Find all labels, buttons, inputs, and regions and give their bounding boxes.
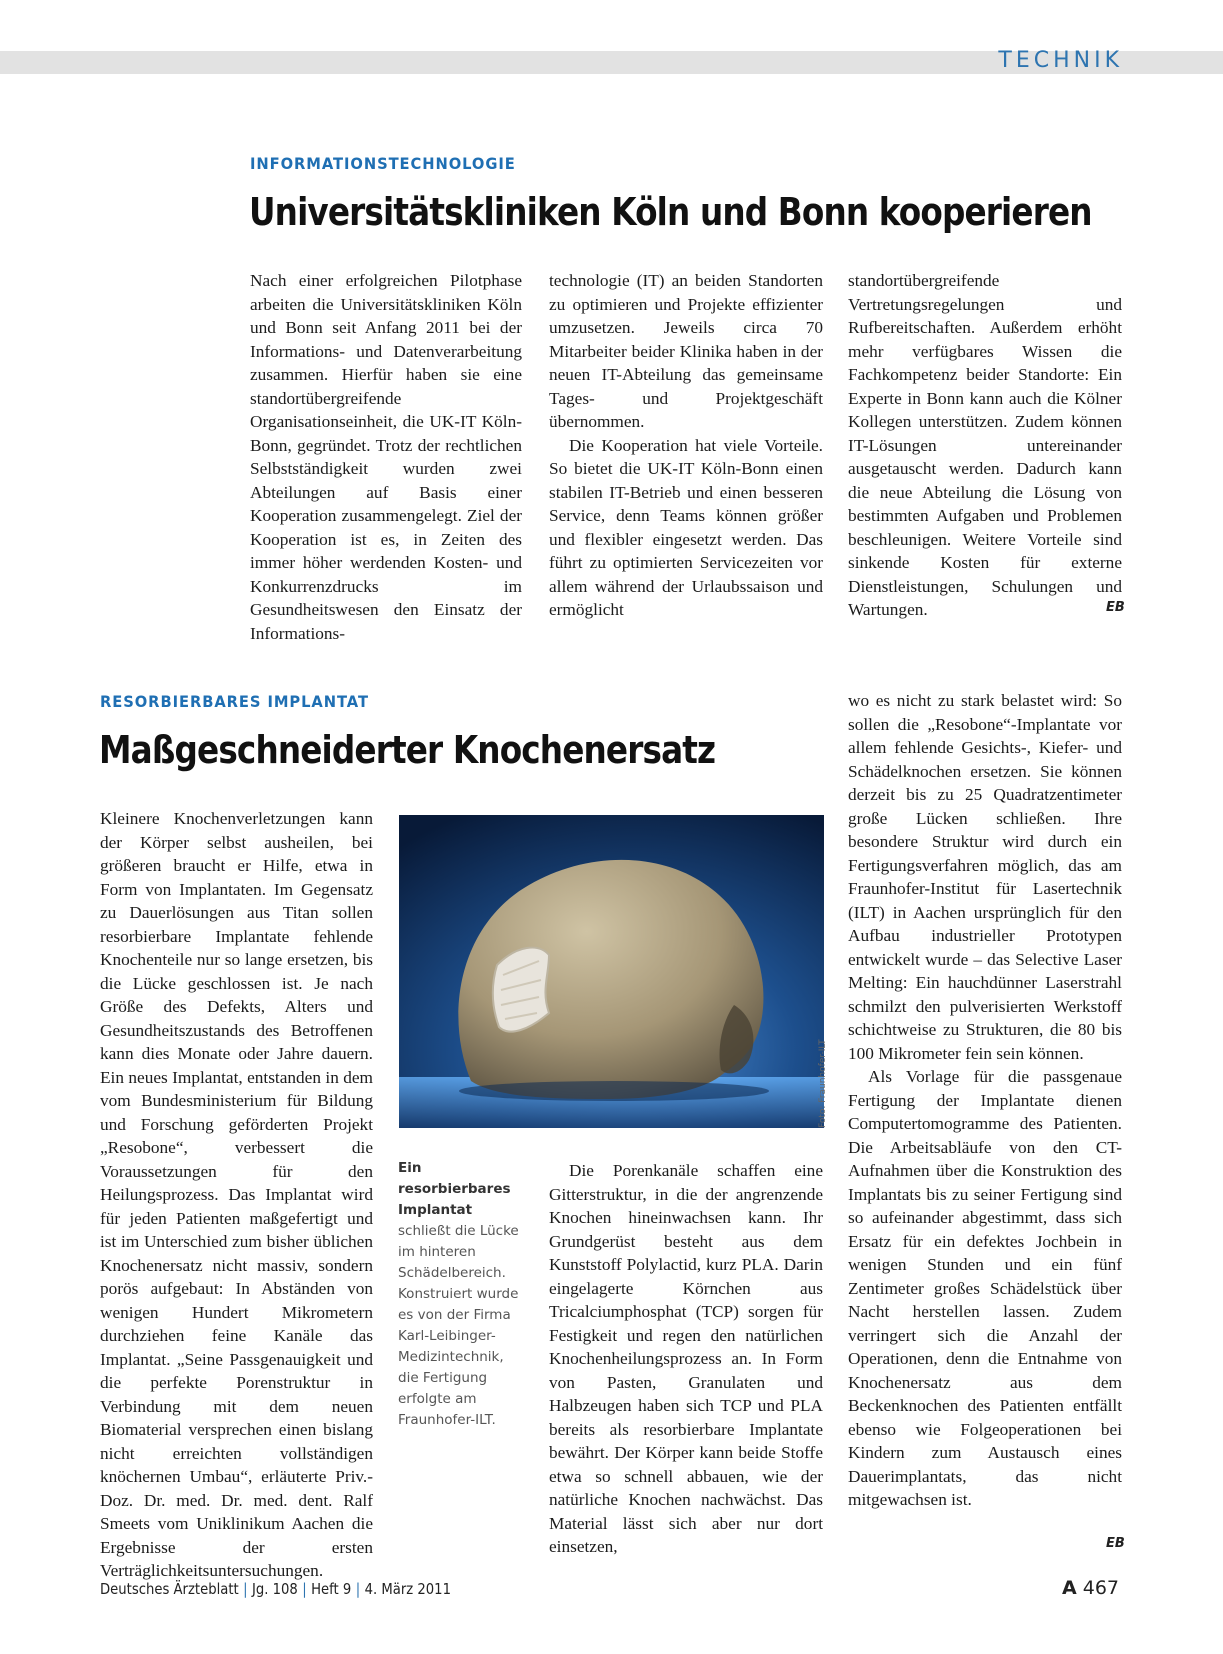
- caption-text: schließt die Lücke im hinteren Schädelbereich. Konstruiert wurde es von der Firma Karl-Leibinger-Medizintechnik, die Fertigung erfolgte am Fraunhofer-ILT.: [398, 1223, 519, 1428]
- article2-signature: EB: [1106, 1536, 1125, 1551]
- page-number: [1062, 1577, 1119, 1599]
- footer-separator: |: [243, 1580, 248, 1598]
- article2-paragraph: Die Porenkanäle schaffen eine Gitterstruktur, in die der angrenzende Knochen hineinwachsen kann. Ihr Grundgerüst besteht aus dem Kunststoff Polylactid, kurz PLA. Darin eingelagerte Körnchen aus Tricalciumphosphat (TCP) sorgen für Festigkeit und regen den natürlichen Knochenheilungsprozess an. In Form von Pasten, Granulaten und Halbzeugen haben sich TCP und PLA bereits als resorbierbare Implantate bewährt. Der Körper kann beide Stoffe etwa so schnell abbauen, wie der natürliche Knochen nachwächst. Das Material lässt sich aber nur dort einsetzen,: [549, 1161, 823, 1556]
- page-number-value: 467: [1082, 1577, 1119, 1599]
- article1-paragraph: Nach einer erfolgreichen Pilotphase arbeiten die Universitätskliniken Köln und Bonn seit Anfang 2011 bei der Informations- und Datenverarbeitung zusammen. Hierfür haben sie eine standortübergreifende Organisationseinheit, die UK-IT Köln-Bonn, gegründet. Trotz der rechtlichen Selbstständigkeit wurden zwei Abteilungen auf Basis einer Kooperation zusammengelegt. Ziel der Kooperation ist es, in Zeiten des immer höher werdenden Kosten- und Konkurrenzdrucks im Gesundheitswesen den Einsatz der Informations-: [250, 271, 522, 643]
- article2-title: Maßgeschneiderter Knochenersatz: [99, 728, 716, 772]
- article1-kicker: INFORMATIONSTECHNOLOGIE: [250, 154, 516, 173]
- article1-paragraph: standortübergreifende Vertretungsregelungen und Rufbereitschaften. Außerdem erhöht mehr verfügbares Wissen die Fachkompetenz beider Standorte: Ein Experte in Bonn kann auch die Kölner Kollegen unterstützen. Zudem können IT-Lösungen untereinander ausgetauscht werden. Dadurch kann die neue Abteilung die Lösung von bestimmten Aufgaben und Problemen beschleunigen. Weitere Vorteile sind sinkende Kosten für externe Dienstleistungen, Schulungen und Wartungen.: [848, 271, 1122, 619]
- footer-date: 4. März 2011: [364, 1580, 451, 1598]
- article1-column-3: [848, 269, 1122, 622]
- article2-column-2: [549, 1159, 823, 1559]
- photo-caption: [398, 1158, 528, 1431]
- article1-signature: EB: [1106, 600, 1125, 615]
- photo-credit: Foto: Fraunhofer-ILT: [818, 1039, 828, 1128]
- footer-volume: Jg. 108: [251, 1580, 298, 1598]
- article1-column-2: [549, 269, 823, 622]
- page-prefix: A: [1061, 1577, 1077, 1599]
- article2-paragraph: Als Vorlage für die passgenaue Fertigung der Implantate dienen Computertomogramme des Patienten. Die Arbeitsabläufe von den CT-Aufnahmen über die Konstruktion des Implantats bis zu seiner Fertigung sind so aufeinander abgestimmt, dass sich Ersatz für ein defektes Jochbein in wenigen Stunden und ein fünf Zentimeter großes Schädelstück über Nacht herstellen lassen. Zudem verringert sich die Anzahl der Operationen, denn die Entnahme von Knochenersatz aus dem Beckenknochen des Patienten entfällt ebenso wie Folgeoperationen bei Kindern zum Austausch eines Dauerimplantats, das nicht mitgewachsen ist.: [848, 1067, 1122, 1509]
- article1-paragraph: Die Kooperation hat viele Vorteile. So bietet die UK-IT Köln-Bonn einen stabilen IT-Betrieb und einen besseren Service, denn Teams können größer und flexibler eingesetzt werden. Das führt zu optimierten Servicezeiten vor allem während der Urlaubssaison und ermöglicht: [549, 435, 823, 619]
- article1-title: Universitätskliniken Köln und Bonn kooperieren: [249, 190, 1092, 234]
- article1-paragraph: technologie (IT) an beiden Standorten zu optimieren und Projekte effizienter umzusetzen. Jeweils circa 70 Mitarbeiter beider Klinika haben in der neuen IT-Abteilung das gemeinsame Tages- und Projektgeschäft übernommen.: [549, 271, 823, 431]
- footer-issue: Heft 9: [311, 1580, 352, 1598]
- article2-kicker: RESORBIERBARES IMPLANTAT: [100, 692, 369, 711]
- article2-paragraph: wo es nicht zu stark belastet wird: So sollen die „Resobone“-Implantate vor allem fehlende Gesichts-, Kiefer- und Schädelknochen ersetzen. Sie können derzeit bis zu 25 Quadratzentimeter große Lücken schließen. Ihre besondere Struktur wird durch ein Fertigungsverfahren möglich, das am Fraunhofer-Institut für Lasertechnik (ILT) in Aachen ursprünglich für den Aufbau industrieller Prototypen entwickelt wurde – das Selective Laser Melting: Ein hauchdünner Laserstrahl schmilzt den pulverisierten Werkstoff schichtweise zu Strukturen, die 80 bis 100 Mikrometer fein sein können.: [848, 691, 1122, 1063]
- article1-column-1: [250, 269, 522, 645]
- footer-citation: [100, 1580, 451, 1598]
- footer-separator: |: [355, 1580, 361, 1598]
- article2-column-3: [848, 689, 1122, 1512]
- footer-journal: Deutsches Ärzteblatt: [100, 1580, 239, 1598]
- caption-lead: Ein resorbierbares Implantat: [398, 1160, 511, 1218]
- skull-implant-photo: [399, 815, 824, 1128]
- footer-separator: |: [302, 1580, 307, 1598]
- section-label: TECHNIK: [998, 48, 1123, 73]
- article2-paragraph: Kleinere Knochenverletzungen kann der Körper selbst ausheilen, bei größeren braucht er Hilfe, etwa in Form von Implantaten. Im Gegensatz zu Dauerlösungen aus Titan sollen resorbierbare Implantate fehlende Knochenteile nur so lange ersetzen, bis die Lücke geschlossen ist. Je nach Größe des Defekts, Alters und Gesundheitszustands des Betroffenen kann dies Monate oder Jahre dauern. Ein neues Implantat, entstanden in dem vom Bundesministerium für Bildung und Forschung geförderten Projekt „Resobone“, verbessert die Voraussetzungen für den Heilungsprozess. Das Implantat wird für jeden Patienten maßgefertigt und ist im Unterschied zum bisher üblichen Knochenersatz nicht massiv, sondern porös aufgebaut: In Abständen von wenigen Hundert Mikrometern durchziehen feine Kanäle das Implantat. „Seine Passgenauigkeit und die perfekte Porenstruktur in Verbindung mit dem neuen Biomaterial versprechen einen bislang nicht erreichten vollständigen knöchernen Umbau“, erläuterte Priv.-Doz. Dr. med. Dr. med. dent. Ralf Smeets vom Uniklinikum Aachen die Ergebnisse der ersten Verträglichkeitsuntersuchungen.: [100, 809, 373, 1580]
- article2-column-1: [100, 807, 373, 1583]
